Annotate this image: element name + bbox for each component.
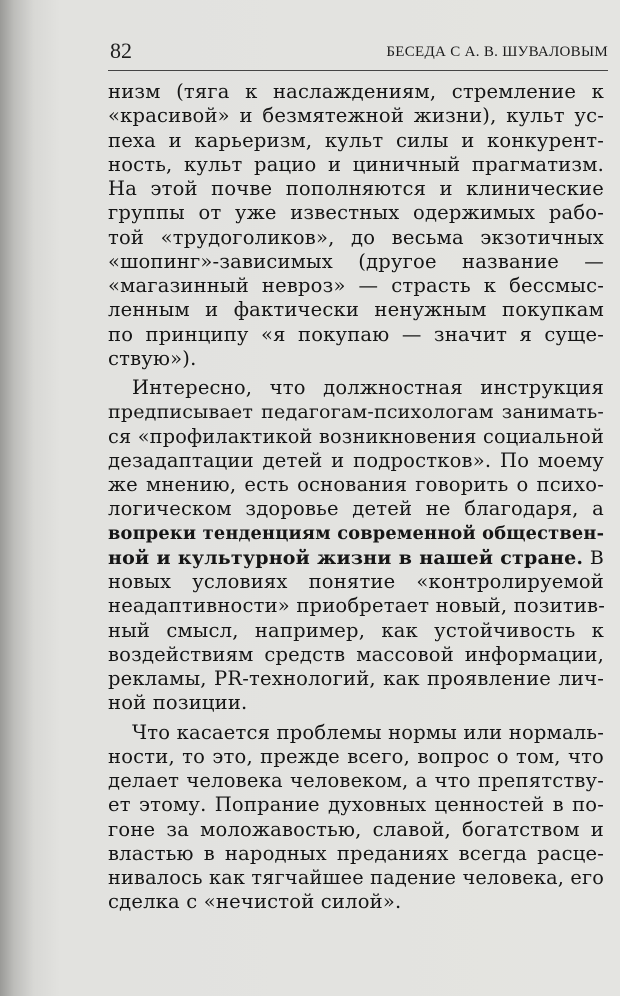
text-line: ный смысл, например, как устойчивость к [108,618,604,642]
text-line: ности, то это, прежде всего, вопрос о том, что [108,744,604,768]
text-line: «красивой» и безмятежной жизни), культ ус- [108,104,604,128]
text-line: ся «профилактикой возникновения социальной [108,424,604,448]
mixed-text-line [108,546,604,570]
paragraph-3 [108,721,604,915]
body-text [108,80,604,915]
text-line: «шопинг»-зависимых (другое название — [108,249,604,273]
text-line: предписывает педагогам-психологам занимать- [108,401,604,424]
text-line: ет этому. Попрание духовных ценностей в по- [108,793,604,817]
text-line: же мнению, есть основания говорить о психо- [108,473,604,496]
running-head: БЕСЕДА С А. В. ШУВАЛОВЫМ [386,44,608,60]
text-line: нивалось как тягчайшее падение человека, его [108,866,605,889]
text-line: новых условиях понятие «контролируемой [108,570,604,593]
bold-text-line: вопреки тенденциям современной обществен- [108,522,605,544]
text-line: той «трудоголиков», до весьма экзотичных [108,225,604,249]
text-line: логическом здоровье детей не благодаря, а [108,497,604,521]
text-line: ствую»). [108,346,197,370]
page-number: 82 [110,38,132,63]
text-line: рекламы, PR-технологий, как проявление лич- [108,667,604,690]
text-line: пеха и карьеризм, культ силы и конкурент- [108,128,604,152]
text-line: делает человека человеком, а что препятству- [108,769,604,792]
text-line: гоне за моложавостью, славой, богатством и [108,817,604,841]
text-line: ность, культ рацио и циничный прагматизм. [108,152,604,176]
paragraph-2 [108,376,604,716]
text-line: На этой почве пополняются и клинические [108,177,604,200]
text-line: группы от уже известных одержимых рабо- [108,201,604,225]
text-line: неадаптивности» приобретает новый, позитив- [108,594,605,618]
text-line: Интересно, что должностная инструкция [132,376,604,399]
text-line: ной позиции. [108,691,248,715]
text-line: Что касается проблемы нормы или нормаль- [132,720,604,744]
header-rule [108,70,608,71]
text-fragment: В [583,546,604,569]
text-line: властью в народных преданиях всегда расце- [108,841,604,865]
bold-text-fragment: ной и культурной жизни в нашей стране. [108,546,584,569]
text-line: «магазинный невроз» — страсть к бессмыс- [108,274,604,297]
text-line: воздействиям средств массовой информации, [108,642,604,666]
page-header [110,38,608,66]
paragraph-1 [108,80,604,371]
text-line: низм (тяга к наслаждениям, стремление к [108,80,604,103]
text-line: сделка с «нечистой силой». [108,890,402,914]
text-line: дезадаптации детей и подростков». По моему [108,448,604,472]
text-line: ленным и фактически ненужным покупкам [108,298,604,322]
text-line: по принципу «я покупаю — значит я суще- [108,322,604,346]
